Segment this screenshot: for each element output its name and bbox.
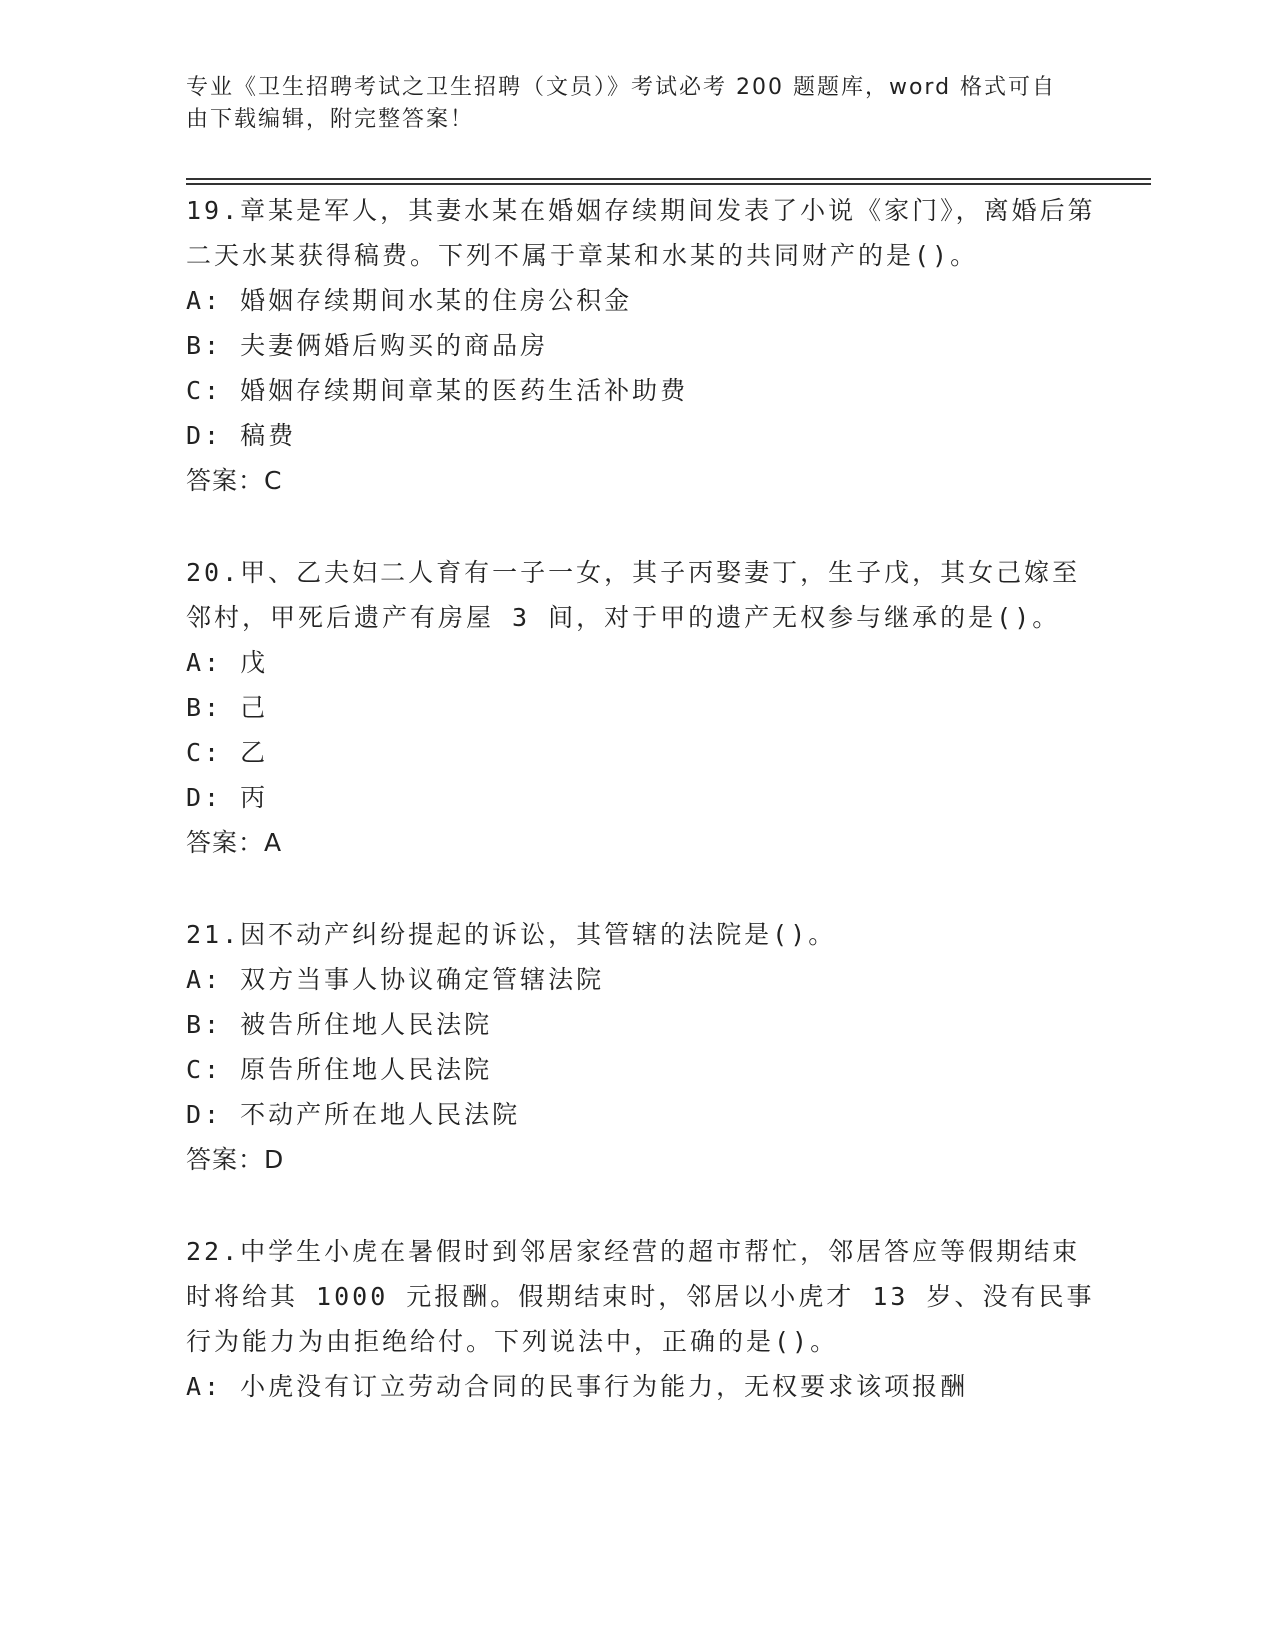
option-a: A: 小虎没有订立劳动合同的民事行为能力，无权要求该项报酬 bbox=[186, 1372, 969, 1401]
question-stem: 22.中学生小虎在暑假时到邻居家经营的超市帮忙，邻居答应等假期结束时将给其 1000 元报酬。假期结束时，邻居以小虎才 13 岁、没有民事行为能力为由拒绝给付。下列说法中，正确的是()。 bbox=[186, 1237, 1095, 1356]
answer-label: 答案：A bbox=[186, 828, 283, 857]
option-d: D: 丙 bbox=[186, 783, 269, 812]
header-divider-top bbox=[186, 178, 1151, 180]
option-b: B: 夫妻俩婚后购买的商品房 bbox=[186, 331, 549, 360]
option-a: A: 双方当事人协议确定管辖法院 bbox=[186, 965, 605, 994]
answer-label: 答案：D bbox=[186, 1145, 285, 1174]
question-list bbox=[186, 188, 1096, 1455]
option-d: D: 稿费 bbox=[186, 421, 297, 450]
header-divider-bottom bbox=[186, 183, 1151, 185]
option-d: D: 不动产所在地人民法院 bbox=[186, 1100, 521, 1129]
question-20 bbox=[186, 550, 1096, 866]
option-c: C: 婚姻存续期间章某的医药生活补助费 bbox=[186, 376, 689, 405]
question-stem: 19.章某是军人，其妻水某在婚姻存续期间发表了小说《家门》，离婚后第二天水某获得稿费。下列不属于章某和水某的共同财产的是()。 bbox=[186, 196, 1096, 270]
question-22 bbox=[186, 1229, 1096, 1409]
option-b: B: 被告所住地人民法院 bbox=[186, 1010, 493, 1039]
answer-label: 答案：C bbox=[186, 466, 283, 495]
option-a: A: 婚姻存续期间水某的住房公积金 bbox=[186, 286, 633, 315]
document-header: 专业《卫生招聘考试之卫生招聘（文员）》考试必考 200 题题库，word 格式可自由下载编辑，附完整答案！ bbox=[186, 75, 1057, 132]
option-b: B: 己 bbox=[186, 693, 269, 722]
question-19 bbox=[186, 188, 1096, 504]
question-stem: 20.甲、乙夫妇二人育有一子一女，其子丙娶妻丁，生子戊，其女己嫁至邻村，甲死后遗产有房屋 3 间，对于甲的遗产无权参与继承的是()。 bbox=[186, 558, 1081, 632]
option-a: A: 戊 bbox=[186, 648, 269, 677]
question-stem: 21.因不动产纠纷提起的诉讼，其管辖的法院是()。 bbox=[186, 920, 837, 949]
option-c: C: 乙 bbox=[186, 738, 269, 767]
option-c: C: 原告所住地人民法院 bbox=[186, 1055, 493, 1084]
question-21 bbox=[186, 912, 1096, 1183]
